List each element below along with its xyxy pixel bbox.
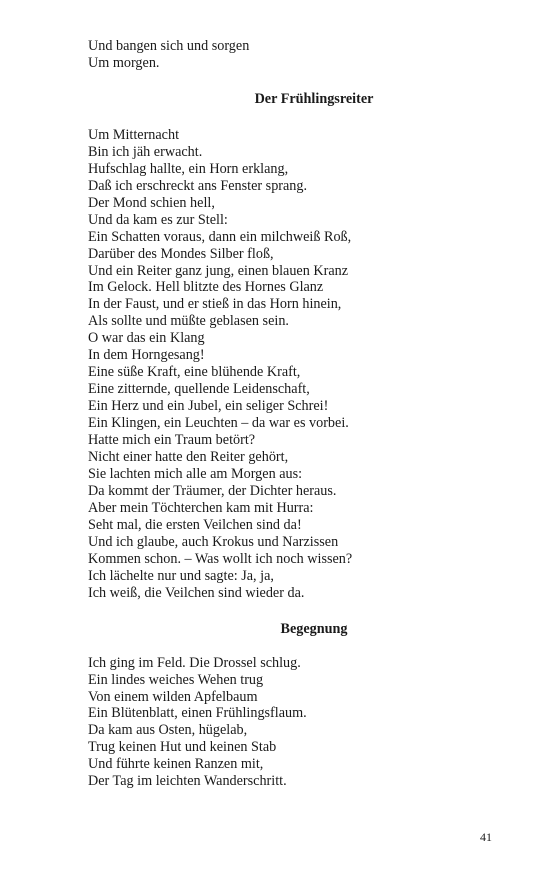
poem-line: Als sollte und müßte geblasen sein. [88, 313, 289, 330]
poem-line: Und ein Reiter ganz jung, einen blauen Kranz [88, 262, 349, 279]
poem-line: Da kam aus Osten, hügelab, [88, 722, 248, 739]
page-number: 41 [480, 830, 492, 844]
poem-line: Daß ich erschreckt ans Fenster sprang. [88, 177, 308, 194]
poem-line: Hufschlag hallte, ein Horn erklang, [88, 160, 289, 177]
poem-line: Der Tag im leichten Wanderschritt. [88, 773, 287, 790]
poem-line: In der Faust, und er stieß in das Horn hinein, [88, 296, 342, 313]
intro-stanza [88, 38, 488, 72]
poem-line: Bin ich jäh erwacht. [88, 143, 203, 160]
poem-line: In dem Horngesang! [88, 347, 205, 364]
poem-line: O war das ein Klang [88, 330, 205, 347]
poem-line: Ich ging im Feld. Die Drossel schlug. [88, 654, 301, 671]
poem-line: Ein Herz und ein Jubel, ein seliger Schrei! [88, 398, 329, 415]
poem-line: Und ich glaube, auch Krokus und Narzissen [88, 533, 339, 550]
poem-line: Ich lächelte nur und sagte: Ja, ja, [88, 567, 274, 584]
poem-line: Nicht einer hatte den Reiter gehört, [88, 449, 289, 466]
poem-line: Der Mond schien hell, [88, 194, 215, 211]
poem-line: Ein Blütenblatt, einen Frühlingsflaum. [88, 705, 307, 722]
poem-body [88, 127, 488, 602]
poem-line: Darüber des Mondes Silber floß, [88, 245, 274, 262]
book-page [88, 38, 488, 790]
poem-line: Da kommt der Träumer, der Dichter heraus. [88, 482, 337, 499]
poem-line: Ein Klingen, ein Leuchten – da war es vorbei. [88, 415, 349, 432]
poem-line: Seht mal, die ersten Veilchen sind da! [88, 516, 302, 533]
poem-line: Und führte keinen Ranzen mit, [88, 756, 264, 773]
poem-line: Und da kam es zur Stell: [88, 211, 228, 228]
poem-line: Von einem wilden Apfelbaum [88, 688, 258, 705]
poem-line: Sie lachten mich alle am Morgen aus: [88, 465, 303, 482]
poem-line: Um morgen. [88, 54, 160, 71]
poem-line: Ein lindes weiches Wehen trug [88, 671, 264, 688]
poem-line: Im Gelock. Hell blitzte des Hornes Glanz [88, 279, 324, 296]
poem-line: Um Mitternacht [88, 126, 180, 143]
poem-body [88, 655, 488, 791]
poem-line: Und bangen sich und sorgen [88, 38, 250, 54]
poem-line: Eine süße Kraft, eine blühende Kraft, [88, 364, 301, 381]
poem-line: Ein Schatten voraus, dann ein milchweiß Roß, [88, 228, 352, 245]
poem-line: Eine zitternde, quellende Leidenschaft, [88, 381, 310, 398]
poem-line: Ich weiß, die Veilchen sind wieder da. [88, 584, 305, 601]
poem-title: Begegnung [280, 620, 348, 637]
poem-line: Hatte mich ein Traum betört? [88, 432, 256, 449]
poem-line: Trug keinen Hut und keinen Stab [88, 739, 277, 756]
poem-line: Aber mein Töchterchen kam mit Hurra: [88, 499, 314, 516]
poem-line: Kommen schon. – Was wollt ich noch wissen? [88, 550, 353, 567]
poem-title: Der Frühlingsreiter [254, 90, 374, 107]
